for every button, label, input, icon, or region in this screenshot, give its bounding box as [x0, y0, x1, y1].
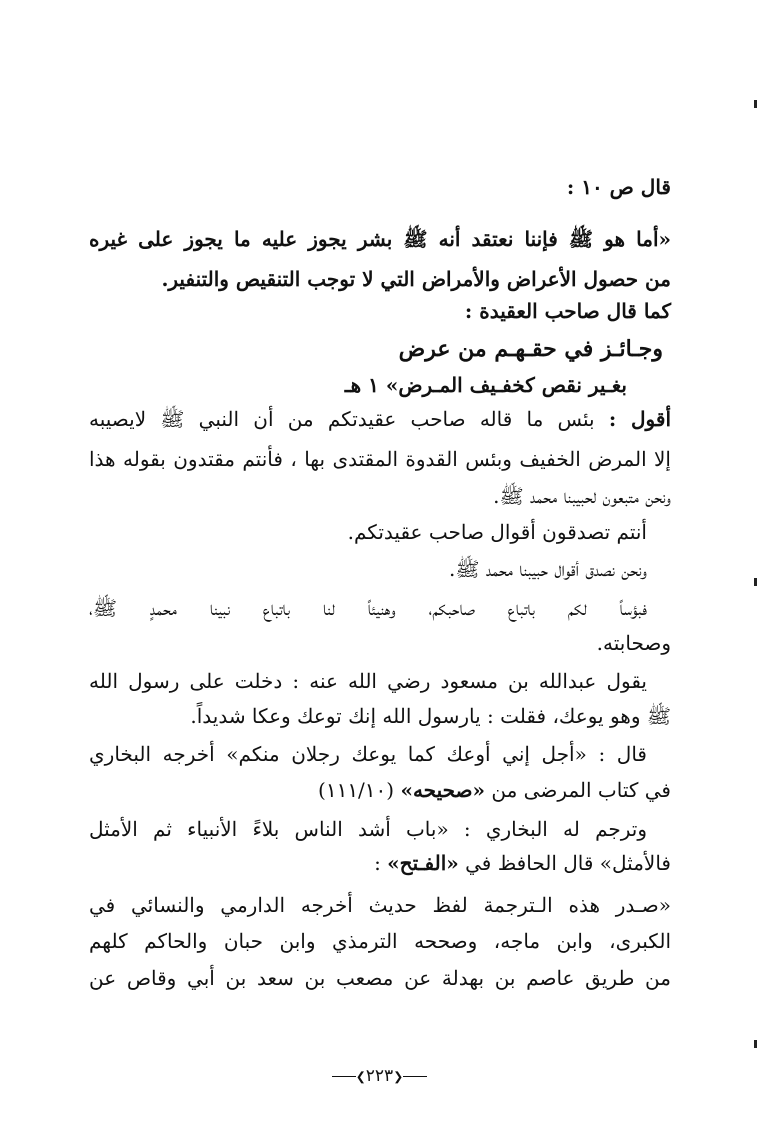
closing-line-1: فبؤساً لكم باتباع صاحبكم، وهنيئاً لنا باتباع نبينا محمدٍ ﷺ،: [89, 596, 647, 620]
fath-quote-line-3: من طريق عاصم بن بهدلة عن مصعب بن سعد بن أبي وقاص عن: [89, 966, 671, 990]
bukhari-chapter-line-2: [374, 848, 671, 878]
hadith-line-2-text: في كتاب المرضى من: [485, 778, 671, 802]
reply-line-3: ونحن متبعون لحبيبنا محمد ﷺ.: [493, 484, 671, 508]
hadith-line-2: [318, 775, 671, 805]
fath-quote-line-2: الكبرى، وابن ماجه، وصححه الترمذي وابن حبان والحاكم كلهم: [89, 929, 671, 953]
fath-quote-line-1: «صـدر هذه الـترجمة لفظ حديث أخرجه الدارمي والنسائي في: [89, 893, 671, 917]
verse-line-1: وجـائـز في حقـهـم من عرض: [398, 336, 663, 362]
quote-line-2: من حصول الأعراض والأمراض التي لا توجب التنقيص والتنفير.: [161, 267, 671, 291]
hadith-line-1: قال : «أجل إني أوعك كما يوعك رجلان منكم» أخرجه البخاري: [89, 742, 647, 766]
closing-line-2: وصحابته.: [596, 631, 671, 655]
reply-line-2: إلا المرض الخفيف وبئس القدوة المقتدى بها ، فأنتم مقتدون بقوله هذا: [89, 447, 671, 471]
ibn-masud-line-1: يقول عبدالله بن مسعود رضي الله عنه : دخلت على رسول الله: [89, 669, 647, 693]
section-heading: قال ص ١٠ :: [566, 175, 671, 199]
quote-line-1: «أما هو ﷺ فإننا نعتقد أنه ﷺ بشر يجوز عليه ما يجوز على غيره: [89, 227, 671, 251]
bukhari-chapter-line-1: وترجم له البخاري : «باب أشد الناس بلاءً الأنبياء ثم الأمثل: [89, 817, 647, 841]
footer-dash: [403, 1076, 427, 1078]
reply-label: أقول :: [608, 407, 671, 431]
contrast-line-1: أنتم تصدقون أقوال صاحب عقيدتكم.: [347, 520, 647, 544]
verse-line-2: بغـير نقص كخفـيف المـرض» ١ هـ: [344, 373, 627, 397]
scan-edge-mark: [754, 100, 757, 108]
sahih-title: «صحيحه»: [400, 778, 486, 802]
footer-ornament-icon: ❮: [393, 1069, 404, 1084]
bukhari-chapter-colon: :: [374, 851, 388, 875]
page-number: ٢٢٣: [365, 1066, 394, 1086]
fath-title: «الفـتح»: [387, 851, 459, 875]
bukhari-chapter-line-2-text: فالأمثل» قال الحافظ في: [458, 851, 671, 875]
reply-line-1: [89, 404, 671, 434]
aqida-intro: كما قال صاحب العقيدة :: [464, 299, 671, 323]
reply-line-1-text: بئس ما قاله صاحب عقيدتكم من أن النبي ﷺ لايصيبه: [89, 407, 609, 431]
page-footer: [0, 1064, 759, 1089]
scan-edge-mark: [754, 578, 757, 586]
footer-dash: [332, 1076, 356, 1078]
scan-edge-mark: [754, 1040, 757, 1048]
footer-ornament-icon: ❯: [355, 1069, 366, 1084]
ibn-masud-line-2: ﷺ وهو يوعك، فقلت : يارسول الله إنك توعك وعكا شديداً.: [190, 704, 671, 728]
contrast-line-2: ونحن نصدق أقوال حبيبنا محمد ﷺ.: [448, 557, 647, 581]
hadith-reference: (١١١/١٠): [318, 778, 401, 802]
